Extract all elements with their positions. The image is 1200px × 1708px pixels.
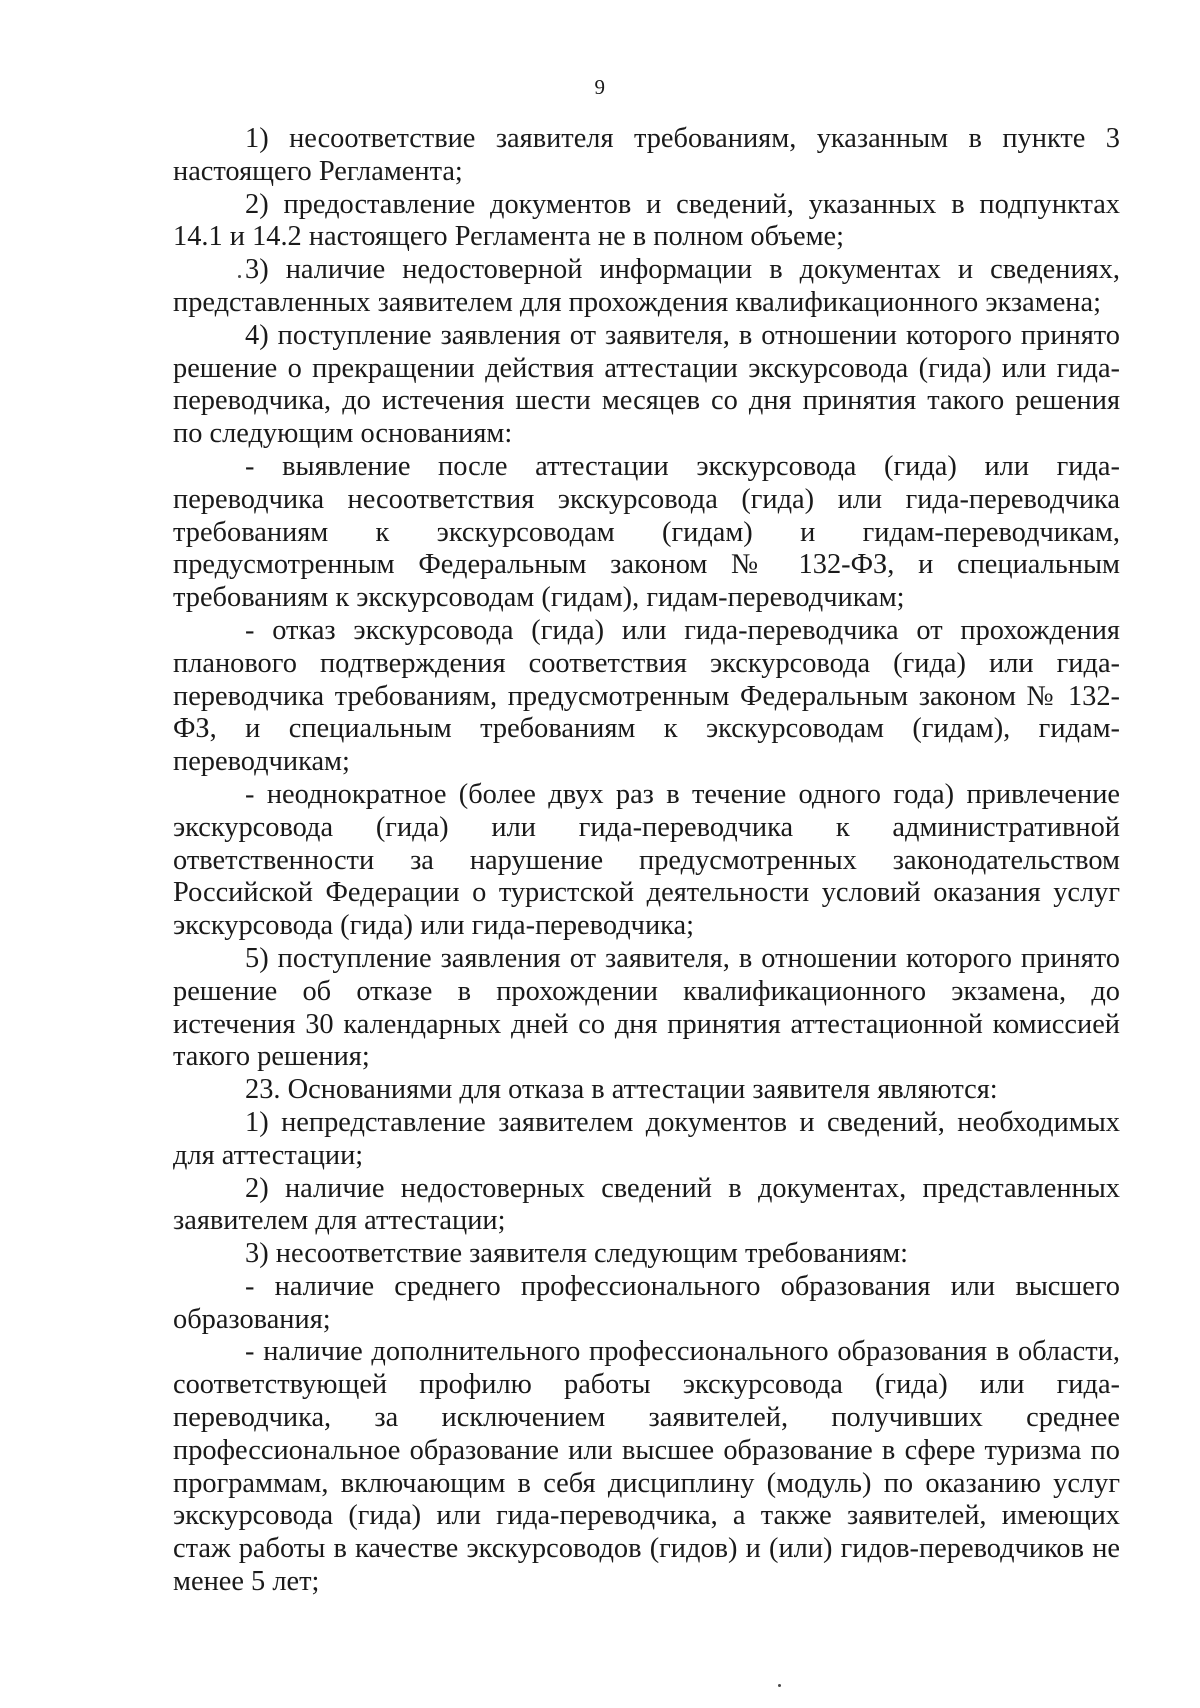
scan-speck bbox=[238, 275, 241, 278]
paragraph: 2) предоставление документов и сведений, указанных в подпунктах 14.1 и 14.2 настоящего Регламента не в полном объеме; bbox=[173, 188, 1120, 253]
paragraph: 1) несоответствие заявителя требованиям, указанным в пункте 3 настоящего Регламента; bbox=[173, 123, 1120, 187]
scan-speck bbox=[778, 1684, 781, 1687]
paragraph: 3) наличие недостоверной информации в документах и сведениях, представленных заявителем для прохождения квалификационного экзамена; bbox=[173, 254, 1120, 318]
paragraph: - наличие среднего профессионального образования или высшего образования; bbox=[173, 1270, 1120, 1335]
document-body bbox=[173, 123, 1120, 1599]
paragraph: 3) несоответствие заявителя следующим требованиям: bbox=[245, 1238, 909, 1270]
paragraph: 5) поступление заявления от заявителя, в отношении которого принято решение об отказе в прохождении квалификационного экзамена, до истечения 30 календарных дней со дня принятия аттестационной комиссией такого решения; bbox=[173, 942, 1120, 1073]
paragraph: 23. Основаниями для отказа в аттестации заявителя являются: bbox=[245, 1074, 998, 1106]
paragraph: - наличие дополнительного профессионального образования в области, соответствующей профилю работы экскурсовода (гида) или гида-переводчика, за исключением заявителей, получивших среднее профессиональное образование или высшее образование в сфере туризма по программам, включающим в себя дисциплину (модуль) по оказанию услуг экскурсовода (гида) или гида-переводчика, а также заявителей, имеющих стаж работы в качестве экскурсоводов (гидов) и (или) гидов-переводчиков не менее 5 лет; bbox=[173, 1336, 1120, 1598]
page-number: 9 bbox=[594, 75, 606, 99]
paragraph: - отказ экскурсовода (гида) или гида-переводчика от прохождения планового подтверждения соответствия экскурсовода (гида) или гида-переводчика требованиям, предусмотренным Федеральным законом № 132-ФЗ, и специальным требованиям к экскурсоводам (гидам), гидам-переводчикам; bbox=[173, 614, 1120, 778]
paragraph: 4) поступление заявления от заявителя, в отношении которого принято решение о прекращении действия аттестации экскурсовода (гида) или гида-переводчика, до истечения шести месяцев со дня принятия такого решения по следующим основаниям: bbox=[173, 319, 1120, 450]
paragraph: 2) наличие недостоверных сведений в документах, представленных заявителем для аттестации; bbox=[173, 1172, 1120, 1237]
paragraph: - неоднократное (более двух раз в течение одного года) привлечение экскурсовода (гида) или гида-переводчика к административной ответственности за нарушение предусмотренных законодательством Российской Федерации о туристской деятельности условий оказания услуг экскурсовода (гида) или гида-переводчика; bbox=[173, 778, 1120, 942]
paragraph: - выявление после аттестации экскурсовода (гида) или гида-переводчика несоответствия экскурсовода (гида) или гида-переводчика требованиям к экскурсоводам (гидам) и гидам-переводчикам, предусмотренным Федеральным законом № 132-ФЗ, и специальным требованиям к экскурсоводам (гидам), гидам-переводчикам; bbox=[173, 450, 1120, 614]
paragraph: 1) непредставление заявителем документов и сведений, необходимых для аттестации; bbox=[173, 1106, 1120, 1171]
